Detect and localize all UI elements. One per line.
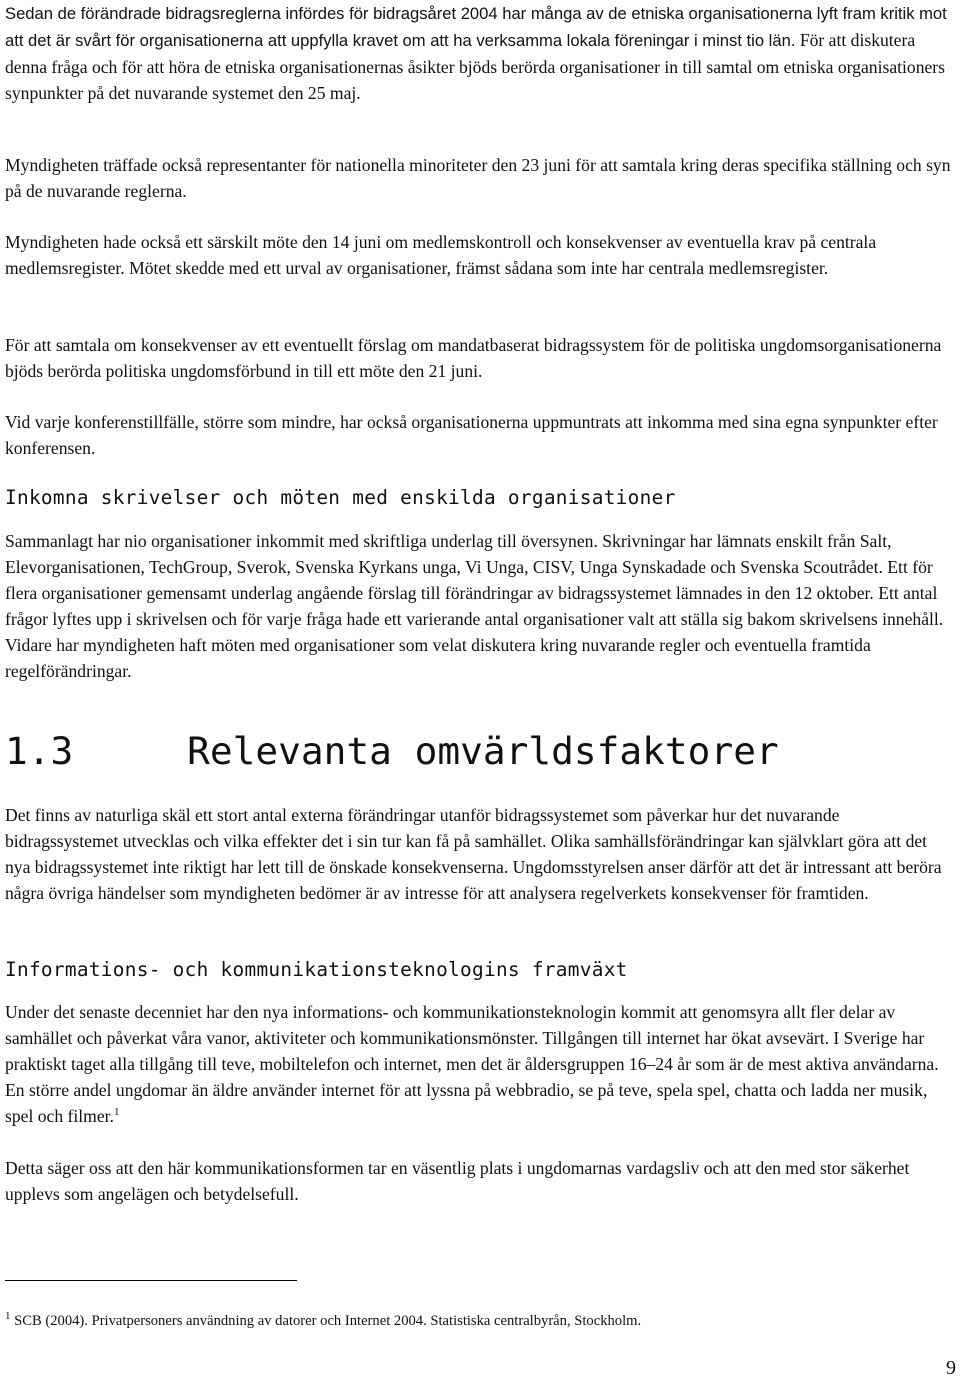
section-title: Relevanta omvärldsfaktorer xyxy=(187,729,779,773)
footnote-text: SCB (2004). Privatpersoners användning av datorer och Internet 2004. Statistiska centralbyrån, Stockholm. xyxy=(10,1312,642,1329)
paragraph-intro-serif-part: För att diskutera denna fråga och för att höra de etniska organisationernas åsikter bjöds berörda organisationer in till samtal om etniska organisationers synpunkter på det nuvarande systemet den 25 maj. xyxy=(5,30,946,103)
footnote xyxy=(5,1309,953,1330)
paragraph-external-factors: Det finns av naturliga skäl ett stort antal externa förändringar utanför bidragssystemet som påverkar hur det nuvarande bidragssystemet utvecklas och vilka effekter det i sin tur kan få på samhället. Olika samhällsförändringar kan självklart göra att det nya bidragssystemet inte riktigt har lett till de önskade konsekvenserna. Ungdomsstyrelsen anser därför att det är intressant att beröra några övriga händelser som myndigheten bedömer är av intresse för att analysera regelverkets konsekvenser för framtiden. xyxy=(5,805,942,903)
page-number: 9 xyxy=(946,1357,956,1379)
footnote-reference: 1 xyxy=(113,1106,120,1119)
section-number: 1.3 xyxy=(5,729,74,773)
footnote-divider xyxy=(5,1280,297,1281)
paragraph-intro xyxy=(5,0,953,106)
paragraph-ikt xyxy=(5,999,953,1129)
section-heading xyxy=(5,729,953,773)
paragraph-minorities: Myndigheten träffade också representanter för nationella minoriteter den 23 juni för att samtala kring deras specifika ställning och syn på de nuvarande reglerna. xyxy=(5,155,951,201)
paragraph-political-youth: För att samtala om konsekvenser av ett eventuellt förslag om mandatbaserat bidragssystem för de politiska ungdomsorganisationerna bjöds berörda politiska ungdomsförbund in till ett möte den 21 juni. xyxy=(5,335,942,381)
paragraph-member-control: Myndigheten hade också ett särskilt möte den 14 juni om medlemskontroll och konsekvenser av eventuella krav på centrala medlemsregister. Mötet skedde med ett urval av organisationer, främst sådana som inte har centrala medlemsregister. xyxy=(5,232,877,278)
heading-ikt: Informations- och kommunikationsteknologins framväxt xyxy=(5,958,628,981)
paragraph-submissions: Sammanlagt har nio organisationer inkommit med skriftliga underlag till översynen. Skrivningar har lämnats enskilt från Salt, Elevorganisationen, TechGroup, Sverok, Svenska Kyrkans unga, Vi Unga, CISV, Unga Synskadade och Svenska Scoutrådet. Ett för flera organisationer gemensamt underlag angående förslag till förändringar av bidragssystemet lämnades in den 12 oktober. Ett antal frågor lyftes upp i skrivelsen och för varje fråga hade ett varierande antal organisationer valt att ställa sig bakom skrivelsens innehåll. Vidare har myndigheten haft möten med organisationer som velat diskutera kring nuvarande regler och eventuella framtida regelförändringar. xyxy=(5,531,944,681)
paragraph-intro-sans-part: Sedan de förändrade bidragsreglerna infördes för bidragsåret 2004 har många av de etniska organisationerna lyft fram kritik mot att det är svårt för organisationerna att uppfylla kravet om att ha verksamma lokala föreningar i minst tio län. xyxy=(5,4,947,50)
paragraph-ikt-text: Under det senaste decenniet har den nya informations- och kommunikationsteknologin kommit att genomsyra allt fler delar av samhället och påverkat våra vanor, aktiviteter och kommunikationsmönster. Tillgången till internet har ökat avsevärt. I Sverige har praktiskt taget alla tillgång till teve, mobiltelefon och internet, men det är åldersgruppen 16–24 år som är de mest aktiva användarna. En större andel ungdomar än äldre använder internet för att lyssna på webbradio, se på teve, spela spel, chatta och ladda ner musik, spel och filmer. xyxy=(5,1002,939,1126)
paragraph-conclusion: Detta säger oss att den här kommunikationsformen tar en väsentlig plats i ungdomarnas vardagsliv och att den med stor säkerhet upplevs som angelägen och betydelsefull. xyxy=(5,1158,910,1204)
footnote-number: 1 xyxy=(5,1309,11,1322)
paragraph-conferences: Vid varje konferenstillfälle, större som mindre, har också organisationerna uppmuntrats att inkomma med sina egna synpunkter efter konferensen. xyxy=(5,412,938,458)
heading-inkomna-skrivelser: Inkomna skrivelser och möten med enskilda organisationer xyxy=(5,486,676,509)
